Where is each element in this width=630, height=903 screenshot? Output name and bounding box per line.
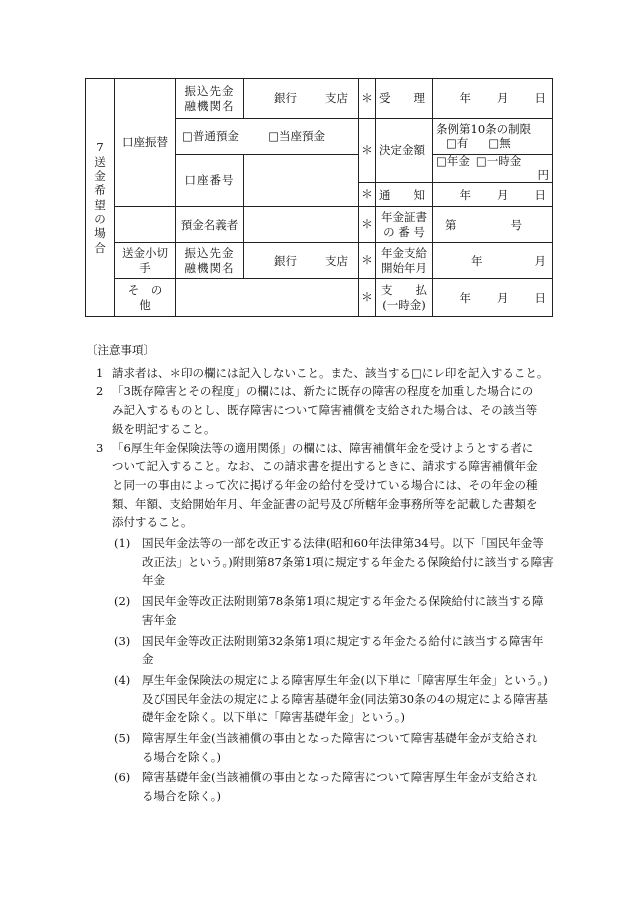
checkbox-ordinary[interactable]: □普通預金 [182,129,239,144]
note-subitem: (5) 障害厚生年金(当該補償の事由となった障害について障害基礎年金が支給され る場合を除く。) [114,731,538,764]
certificate-number-field[interactable]: 第 号 [433,207,553,243]
star-mark: ＊ [359,207,376,243]
bank-name-field-2[interactable]: 銀行 支店 [244,243,359,279]
deposit-type-field[interactable] [176,119,359,155]
bank-name-field[interactable]: 銀行 支店 [244,79,359,119]
note-subitem: (4) 厚生年金保険法の規定による障害厚生年金(以下単に「障害厚生年金」という。) 及び国民年金法の規定による障害基礎年金(同法第30条の4の規定による障害基 礎年金を除く。以下単に「障害基礎年金」という。) [114,672,548,725]
checkbox-yes[interactable]: □有 [446,136,469,151]
bank-name-label: 振込先金 融機関名 [176,79,244,119]
checkbox-lump-sum[interactable]: □一時金 [475,153,522,168]
notice-label: 通 知 [376,183,433,207]
note-item: 3 「6厚生年金保険法等の適用関係」の欄には、障害補償年金を受けようとする者に ついて記入すること。なお、この請求書を提出するときに、請求する障害補償年金 と同一の事由によって次に掲げる年金の給付を受けている場合には、その年金の種 類、年額、支給開始年月、年金証書の記号及び所轄年金事務所等を記載した書類を 添付すること。 [96,440,538,530]
other-field[interactable] [176,279,359,317]
account-holder-field[interactable] [244,207,359,243]
pension-start-field[interactable]: 年 月 [433,243,553,279]
note-item: 2 「3既存障害とその程度」の欄には、新たに既存の障害の程度を加重した場合にの み記入するものとし、既存障害について障害補償を支給された場合は、その該当等 級を明記すること。 [96,384,538,436]
note-subitem: (1) 国民年金法等の一部を改正する法律(昭和60年法律第34号。以下「国民年金等 改正法」という。)附則第87条第1項に規定する年金たる保険給付に該当する障害 年金 [114,536,554,588]
bank-name-label-2: 振込先金 融機関名 [176,243,244,279]
pension-type-field[interactable]: □年金 □一時金 円 [433,154,553,183]
ordinance-limit-field[interactable]: 条例第10条の制限 □有 □無 [433,119,553,155]
pension-start-label: 年金支給 開始年月 [376,243,433,279]
section-title-vertical: 7 送 金 希 望 の 場 合 [86,79,115,317]
note-item: 1 請求者は、＊印の欄には記入しないこと。また、該当する□にレ印を記入すること。 [96,365,549,380]
star-mark: ＊ [359,279,376,317]
receipt-label: 受 理 [376,79,433,119]
notes-header: 〔注意事項〕 [86,343,155,357]
star-mark: ＊ [359,243,376,279]
account-transfer-label: 口座振替 [115,79,176,207]
account-holder-label: 預金名義者 [176,207,244,243]
checkbox-no[interactable]: □無 [488,136,511,151]
account-number-label: 口座番号 [176,154,244,207]
star-mark: ＊ [359,183,376,207]
star-mark: ＊ [359,79,376,119]
receipt-date-field[interactable]: 年 月 日 [433,79,553,119]
account-number-field[interactable] [244,154,359,207]
note-subitem: (6) 障害基礎年金(当該補償の事由となった障害について障害厚生年金が支給され る場合を除く。) [114,770,538,804]
checkbox-annual[interactable]: □年金 [436,153,470,168]
remittance-check-label: 送金小切手 [115,243,176,279]
remittance-table [85,78,553,317]
decision-amount-label: 決定金額 [376,119,433,183]
checkbox-current[interactable]: □当座預金 [268,129,326,144]
note-subitem: (3) 国民年金等改正法附則第32条第1項に規定する年金たる給付に該当する障害年 金 [114,633,544,667]
payment-label: 支 払 (一時金) [376,279,433,317]
star-mark: ＊ [359,119,376,183]
certificate-number-label: 年金証書 の 番 号 [376,207,433,243]
payment-date-field[interactable]: 年 月 日 [433,279,553,317]
notice-date-field[interactable]: 年 月 日 [433,183,553,207]
other-label: そ の 他 [115,279,176,317]
notes-section [86,341,554,806]
note-subitem: (2) 国民年金等改正法附則第78条第1項に規定する年金たる保険給付に該当する障 害年金 [114,594,544,627]
